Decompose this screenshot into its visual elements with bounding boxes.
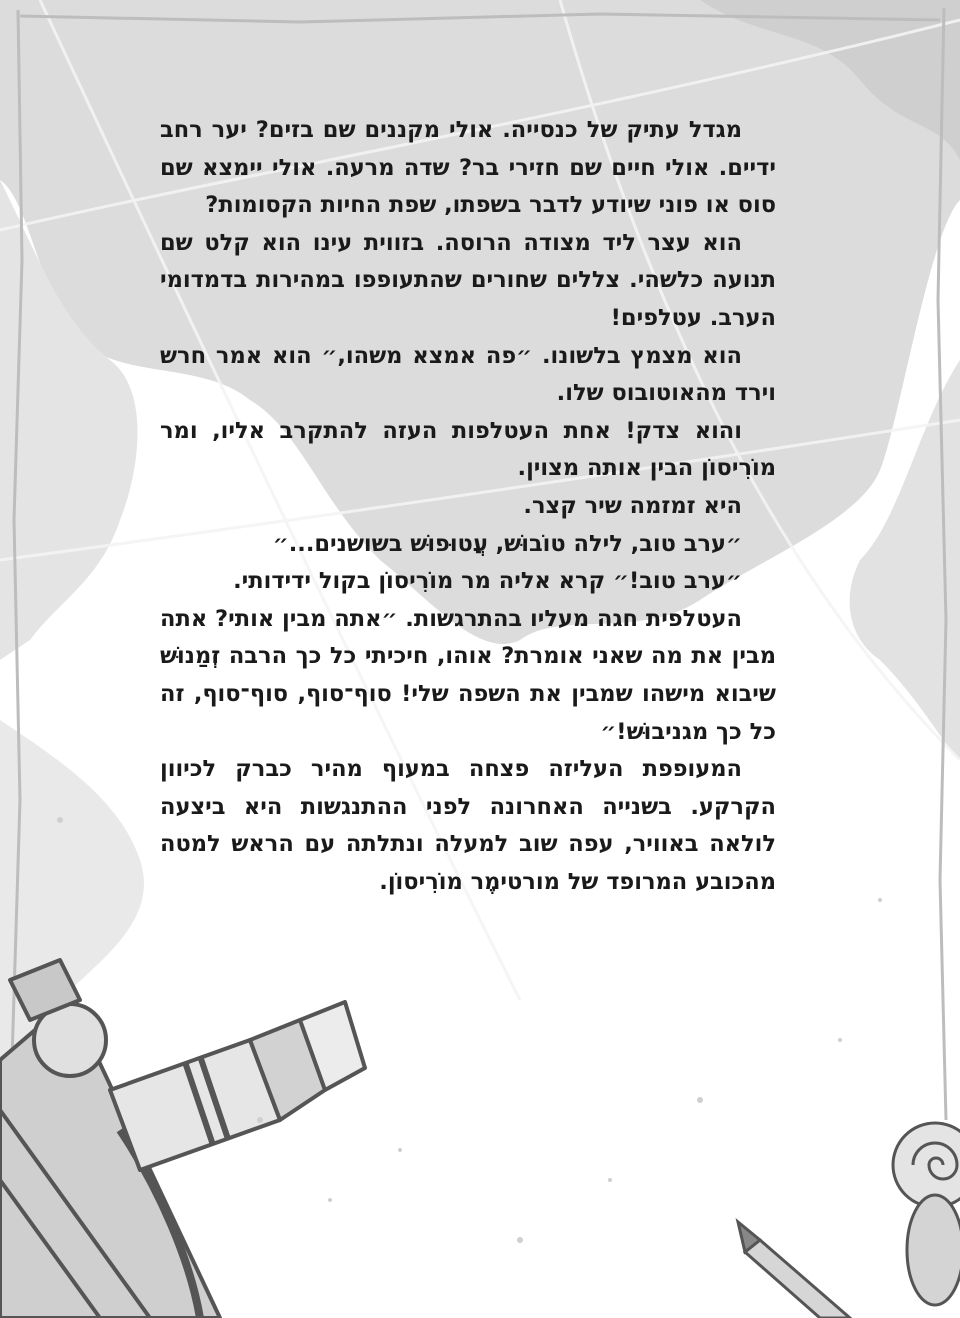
pencil-illustration — [738, 1222, 850, 1318]
paragraph: המעופפת העליזה פצחה במעוף מהיר כברק לכיוון הקרקע. בשנייה האחרונה לפני ההתנגשות היא ביצעה לולאה באוויר, עפה שוב למעלה ונתלתה עם הראש למטה מהכובע המרופד של מורטימֶר מוֹרִיסוֹן. — [160, 756, 776, 895]
paragraph: ״ערב טוב!״ קרא אליה מר מוֹרִיסוֹן בקול ידידותי. — [233, 568, 742, 595]
paragraph: והוא צדק! אחת העטלפות העזה להתקרב אליו, ומר מוֹרִיסוֹן הבין אותה מצוין. — [160, 417, 776, 482]
paragraph: היא זמזמה שיר קצר. — [523, 492, 742, 519]
story-text — [160, 112, 776, 901]
paragraph: הוא מצמץ בלשונו. ״פה אמצא משהו,״ הוא אמר חרש וירד מהאוטובוס שלו. — [160, 342, 776, 407]
paragraph: הוא עצר ליד מצודה הרוסה. בזווית עינו הוא קלט שם תנועה כלשהי. צללים שחורים שהתעופפו במהירות בדמדומי הערב. עטלפים! — [160, 229, 776, 331]
paragraph: מגדל עתיק של כנסייה. אולי מקננים שם בזים? יער רחב ידיים. אולי חיים שם חזירי בר? שדה מרעה. אולי יימצא שם סוס או פוני שיודע לדבר בשפתו, שפת החיות הקסומות? — [160, 117, 776, 219]
telescope-illustration — [110, 1002, 365, 1170]
shell-illustration — [893, 1123, 960, 1305]
paragraph: ״ערב טוב, לילה טוֹבוּשׁ, עֲטוּפוּשׁ בשושנים...״ — [272, 530, 742, 557]
paragraph: העטלפית חגה מעליו בהתרגשות. ״אתה מבין אותי? אתה מבין את מה שאני אומרת? אוהו, חיכיתי כל כך הרבה זְמַנוּשׁ שיבוא מישהו שמבין את השפה שלי! סוף־סוף, סוף־סוף, זה כל כך מגניבוּשׁ!״ — [160, 605, 776, 745]
